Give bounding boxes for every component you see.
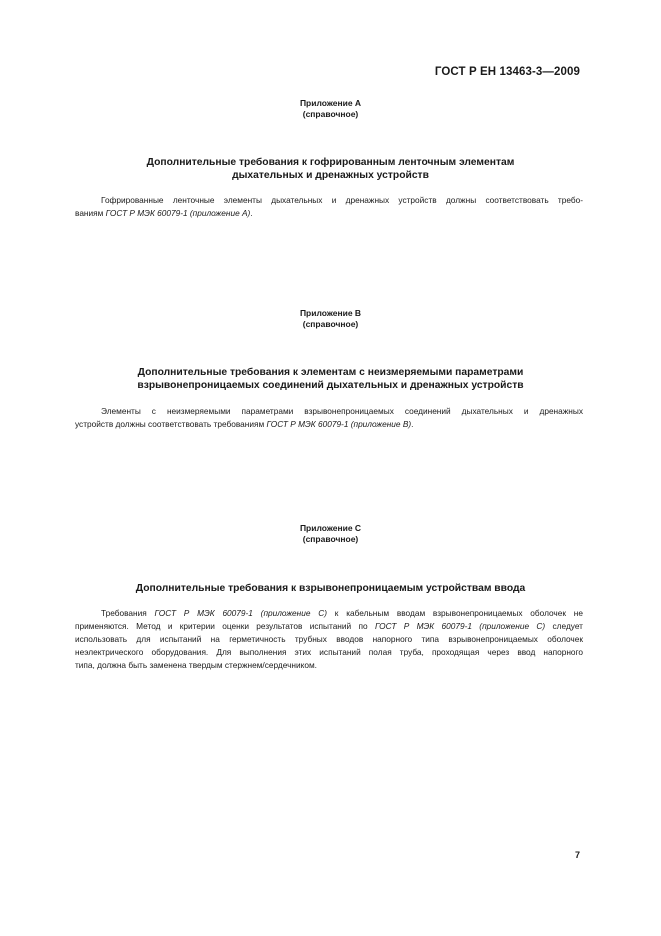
annex-a-kind: (справочное) xyxy=(302,109,359,119)
paragraph-line: неэлектрического оборудования. Для выполнения этих испытаний полая труба, проходящая через ввод напорного xyxy=(75,647,583,657)
standard-reference: ГОСТ Р МЭК 60079-1 (приложение С) xyxy=(154,608,328,618)
document-code: ГОСТ Р ЕН 13463-3—2009 xyxy=(434,66,580,78)
annex-a-heading xyxy=(0,98,661,120)
annex-b-title xyxy=(0,366,661,392)
annex-a-title-line: дыхательных и дренажных устройств xyxy=(232,170,429,181)
annex-a-title-line: Дополнительные требования к гофрированным ленточным элементам xyxy=(146,157,515,168)
annex-b-title-line: Дополнительные требования к элементам с неизмеряемыми параметрами xyxy=(137,367,524,378)
paragraph-line: применяются. Метод и критерии оценки результатов испытаний по ГОСТ Р МЭК 60079-1 (приложение С) следует xyxy=(75,621,583,631)
annex-a-paragraph xyxy=(75,194,583,220)
paragraph-line: использовать для испытаний на герметичность трубных вводов напорного типа взрывонепроницаемых оболочек xyxy=(75,634,583,644)
annex-b-label: Приложение В xyxy=(299,308,362,318)
annex-c-heading xyxy=(0,523,661,545)
annex-b-heading xyxy=(0,308,661,330)
annex-b-kind: (справочное) xyxy=(302,319,359,329)
annex-b-paragraph xyxy=(75,405,583,431)
annex-a-title xyxy=(0,156,661,182)
paragraph-line: Элементы с неизмеряемыми параметрами взрывонепроницаемых соединений дыхательных и дренажных xyxy=(101,406,583,416)
annex-c-title-line: Дополнительные требования к взрывонепроницаемым устройствам ввода xyxy=(135,583,526,594)
annex-c-title xyxy=(0,582,661,595)
paragraph-line: типа, должна быть заменена твердым стержнем/сердечником. xyxy=(75,660,317,670)
paragraph-line: Гофрированные ленточные элементы дыхательных и дренажных устройств должны соответствовать требо- xyxy=(101,195,583,205)
standard-reference: ГОСТ Р МЭК 60079-1 (приложение В) xyxy=(266,419,412,429)
standard-reference: ГОСТ Р МЭК 60079-1 (приложение А) xyxy=(105,208,251,218)
annex-c-paragraph xyxy=(75,607,583,672)
paragraph-line: устройств должны соответствовать требованиям ГОСТ Р МЭК 60079-1 (приложение В). xyxy=(75,419,414,429)
annex-c-label: Приложение С xyxy=(299,523,362,533)
page-number: 7 xyxy=(574,850,580,860)
standard-reference: ГОСТ Р МЭК 60079-1 (приложение С) xyxy=(374,621,546,631)
annex-c-kind: (справочное) xyxy=(302,534,359,544)
annex-a-label: Приложение А xyxy=(299,98,362,108)
annex-b-title-line: взрывонепроницаемых соединений дыхательных и дренажных устройств xyxy=(137,380,524,391)
paragraph-line: ваниям ГОСТ Р МЭК 60079-1 (приложение А). xyxy=(75,208,253,218)
paragraph-line: Требования ГОСТ Р МЭК 60079-1 (приложение С) к кабельным вводам взрывонепроницаемых оболочек не xyxy=(101,608,583,618)
